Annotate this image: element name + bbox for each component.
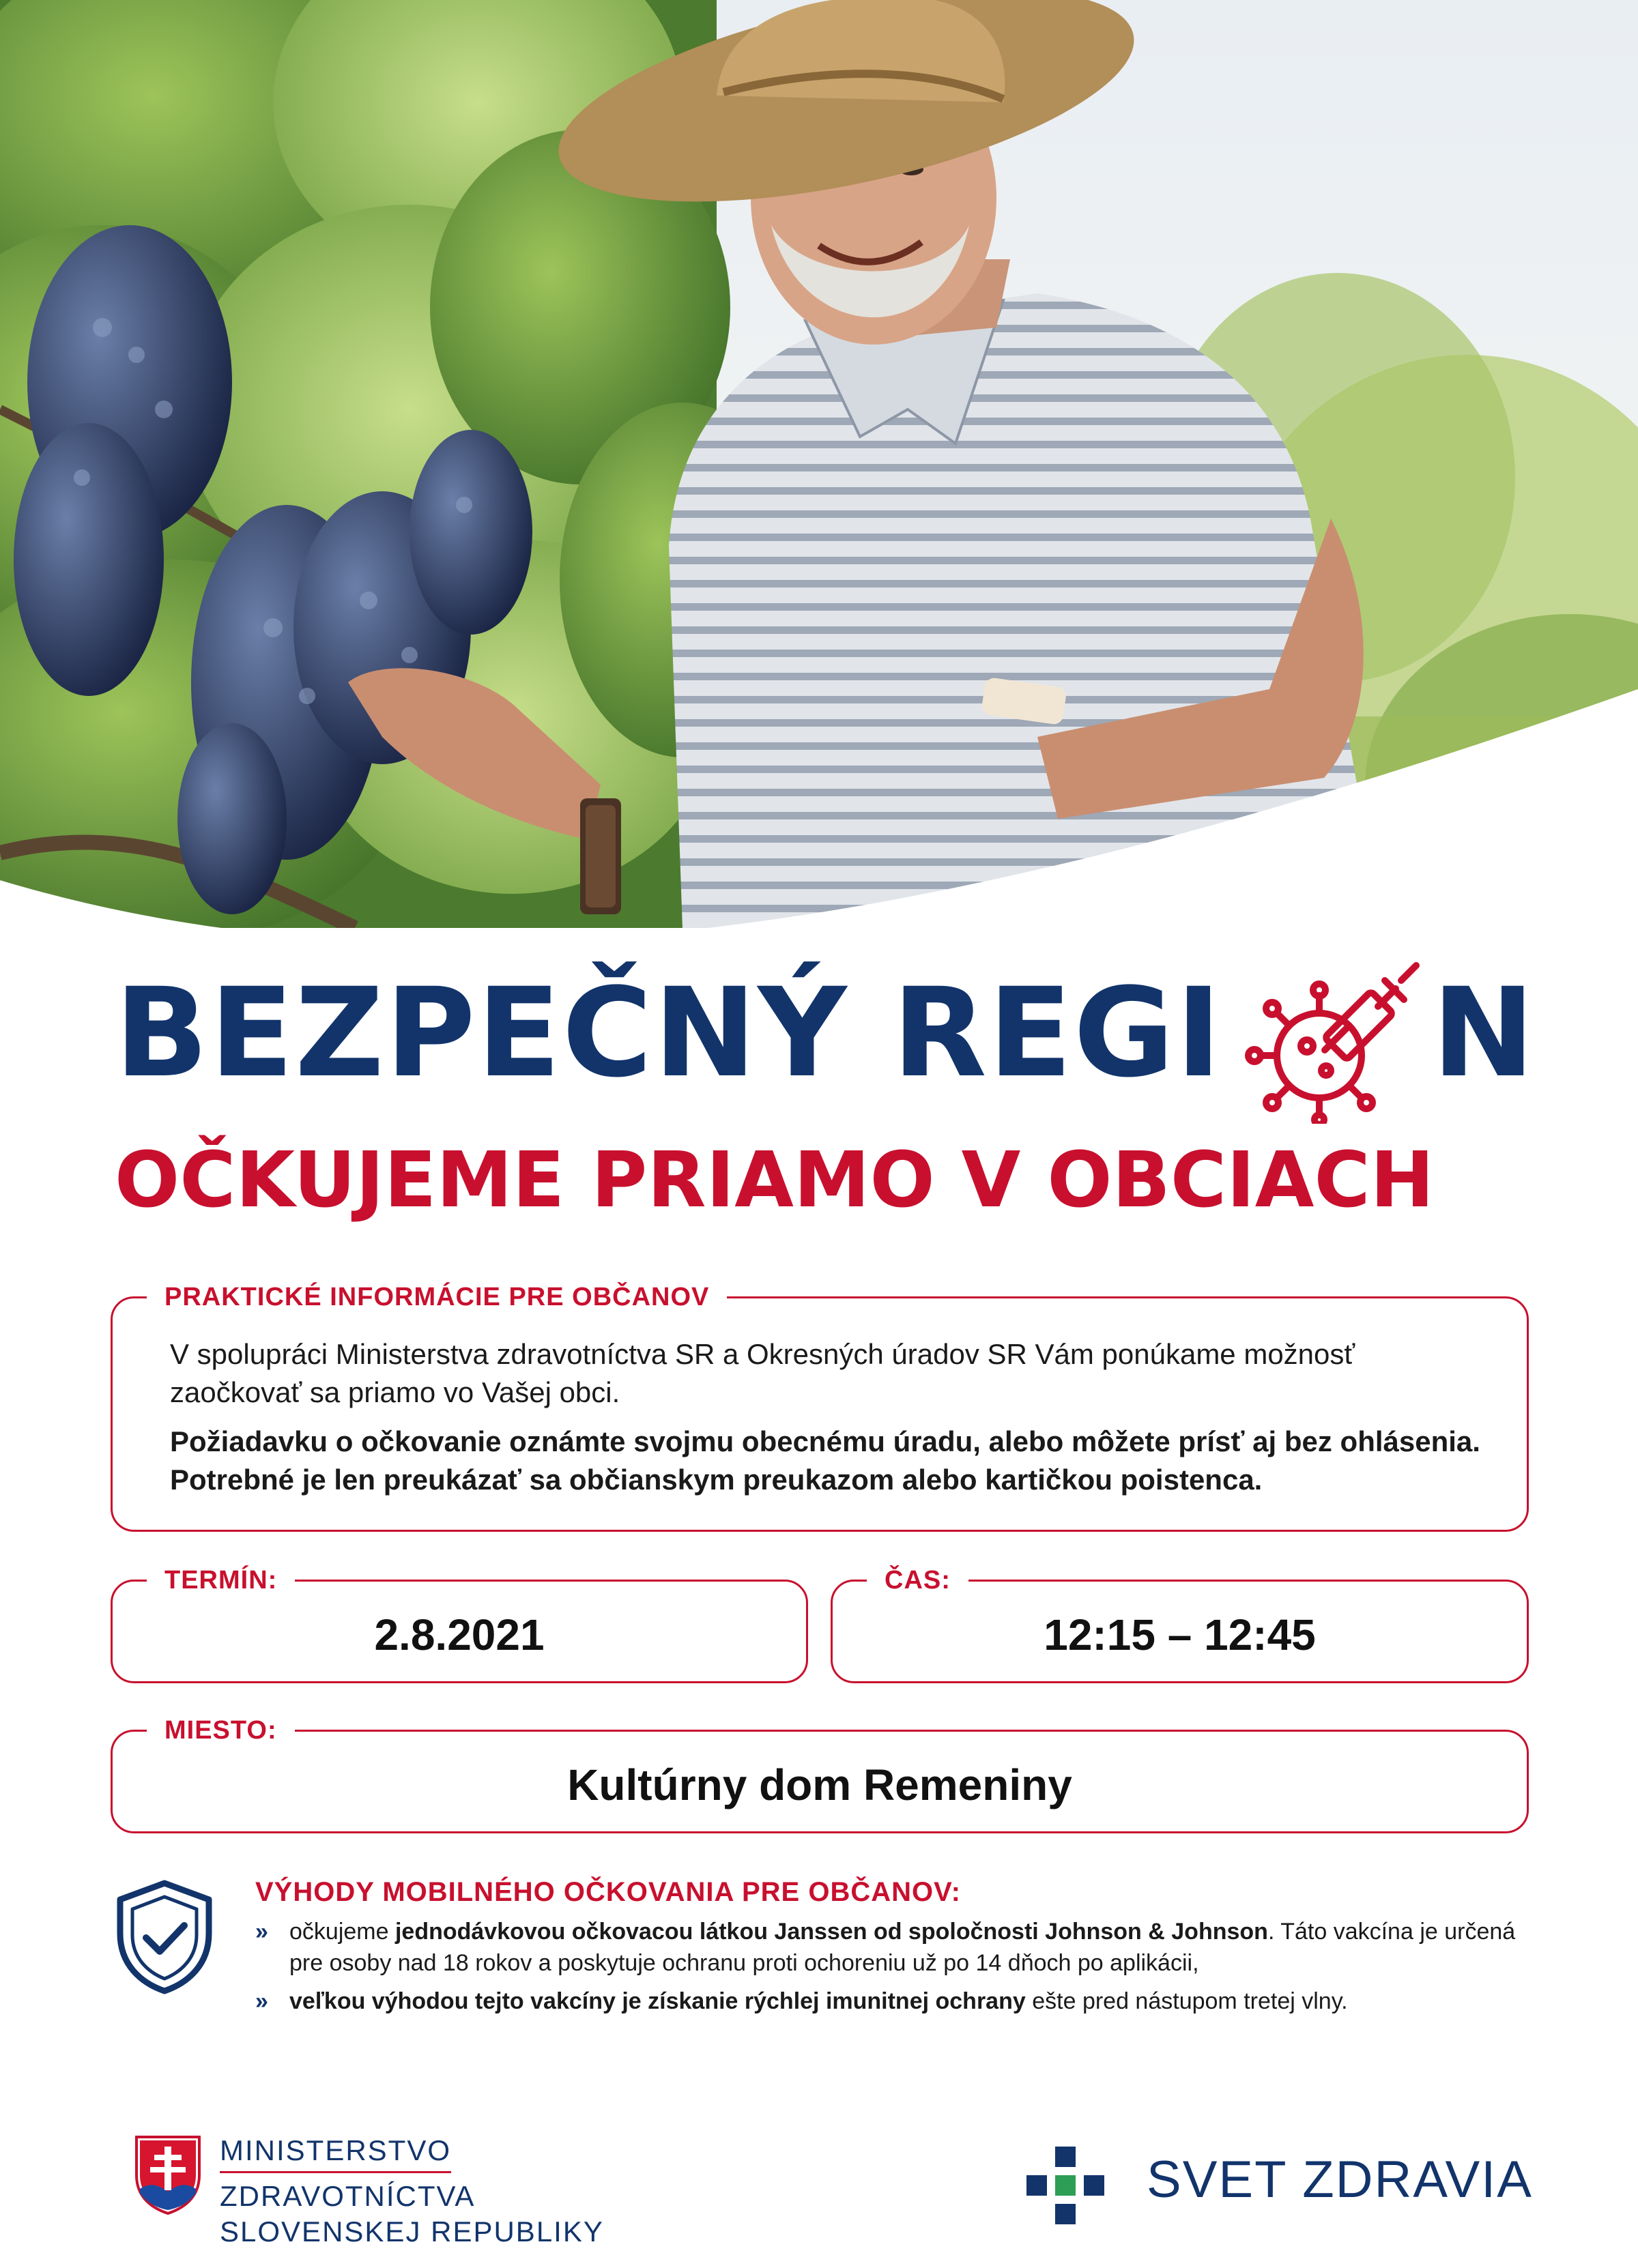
chevron-double-right-icon: » [255,1988,268,2014]
svet-zdravia-brand: SVET ZDRAVIA [1147,2151,1533,2209]
benefit-2-bold: veľkou výhodou tejto vakcíny je získanie rýchlej imunitnej ochrany [289,1988,1026,2014]
place-box [111,1716,1529,1833]
ministry-line-2: ZDRAVOTNÍCTVA [220,2180,476,2212]
benefit-1-bold: jednodávkovou očkovacou látkou Janssen od spoločnosti Johnson & Johnson [394,1919,1268,1945]
date-box [111,1566,808,1683]
place-label: MIESTO: [147,1714,295,1747]
ministry-logo-text [220,2133,604,2250]
slovak-coat-of-arms-icon [134,2134,202,2215]
ministry-line-3: SLOVENSKEJ REPUBLIKY [220,2215,604,2248]
date-value: 2.8.2021 [374,1610,545,1659]
info-text [170,1335,1487,1499]
info-box [111,1283,1529,1532]
benefit-1-pre: očkujeme [289,1919,395,1945]
place-value: Kultúrny dom Remeniny [567,1760,1072,1809]
ministry-line-1: MINISTERSTVO [220,2133,451,2173]
info-paragraph-1: V spolupráci Ministerstva zdravotníctva SR a Okresných úradov SR Vám ponúkame možnosť zaočkovať sa priamo vo Vašej obci. [170,1338,1355,1408]
benefit-text-1 [289,1916,1518,1979]
time-box [831,1566,1529,1683]
virus-syringe-icon [1244,960,1435,1124]
cross-icon [1021,2141,1110,2230]
vineyard-farmer-illustration [0,0,1638,928]
time-label: ČAS: [867,1564,968,1597]
info-paragraph-2: Požiadavku o očkovanie oznámte svojmu obecnému úradu, alebo môžete prísť aj bez ohlásenia. Potrebné je len preukázať sa občianskym preukazom alebo kartičkou poistenca. [170,1425,1480,1496]
subtitle: OČKUJEME PRIAMO V OBCIACH [115,1136,1435,1225]
benefits-title: VÝHODY MOBILNÉHO OČKOVANIA PRE OBČANOV: [255,1877,961,1907]
time-value: 12:15 – 12:45 [1044,1610,1316,1659]
info-box-label: PRAKTICKÉ INFORMÁCIE PRE OBČANOV [147,1281,727,1313]
shield-check-icon [113,1879,216,1995]
benefit-2-post: ešte pred nástupom tretej vlny. [1025,1988,1348,2014]
title-main: BEZPEČNÝ REGI [115,962,1223,1105]
date-label: TERMÍN: [147,1564,295,1597]
hero-photo [0,0,1638,928]
title-letter-n: N [1432,962,1535,1105]
title-row [115,952,1534,1116]
benefit-1-post: . Táto vakcína je určená pre osoby nad 18 rokov a poskytuje ochranu proti ochoreniu už po 14 dňoch po aplikácii, [289,1919,1516,1976]
benefit-text-2 [289,1986,1518,2017]
chevron-double-right-icon: » [255,1919,268,1945]
